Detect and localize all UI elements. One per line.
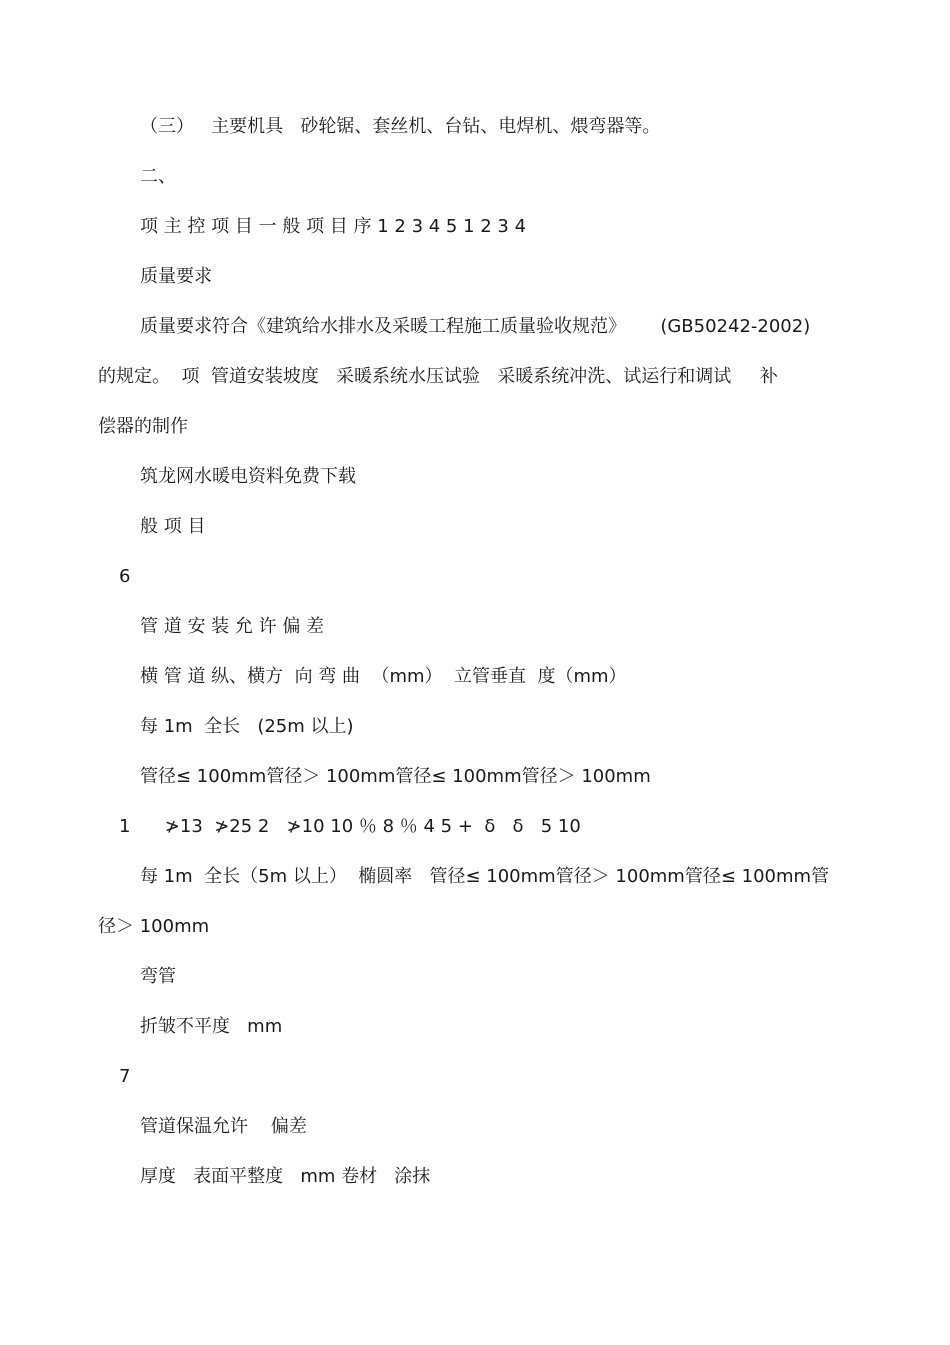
item-number-7: 7	[119, 1066, 131, 1087]
text-line-compensator: 偿器的制作	[98, 416, 188, 437]
text-line-diameter-ranges: 管径≤ 100mm管径＞ 100mm管径≤ 100mm管径＞ 100mm	[140, 766, 651, 787]
text-line-per-meter: 每 1m 全长 (25m 以上)	[140, 716, 354, 737]
text-line-diameter-continued: 径＞ 100mm	[98, 916, 210, 937]
text-line-section-two: 二、	[140, 166, 176, 187]
text-line-quality-heading: 质量要求	[140, 266, 212, 287]
text-line-wrinkle: 折皱不平度 mm	[140, 1016, 283, 1037]
text-line-watermark-note: 筑龙网水暖电资料免费下载	[140, 466, 356, 487]
text-line-ellipticity: 每 1m 全长（5m 以上） 椭圆率 管径≤ 100mm管径＞ 100mm管径≤ 100mm管	[140, 866, 830, 887]
text-line-table-header: 项 主 控 项 目 一 般 项 目 序 1 2 3 4 5 1 2 3 4	[140, 216, 527, 237]
text-line-thickness: 厚度 表面平整度 mm 卷材 涂抹	[140, 1166, 431, 1187]
text-line-pipe-deviation: 管 道 安 装 允 许 偏 差	[140, 616, 325, 637]
text-line-bent-pipe: 弯管	[140, 966, 176, 987]
item-number-6: 6	[119, 566, 131, 587]
text-line-general-items: 般 项 目	[140, 516, 206, 537]
text-line-values: 1 ≯13 ≯25 2 ≯10 10 ％ 8 ％ 4 5 + δ δ 5 10	[119, 816, 581, 837]
text-line-provisions: 的规定。 项 管道安装坡度 采暖系统水压试验 采暖系统冲洗、试运行和调试 补	[98, 366, 778, 387]
text-line-insulation-deviation: 管道保温允许 偏差	[140, 1116, 307, 1137]
text-line-quality-standard: 质量要求符合《建筑给水排水及采暖工程施工质量验收规范》 (GB50242-2002)	[140, 316, 811, 337]
text-line-main-tools: （三） 主要机具 砂轮锯、套丝机、台钻、电焊机、煨弯器等。	[140, 116, 661, 137]
text-line-bending: 横 管 道 纵、横方 向 弯 曲 （mm） 立管垂直 度（mm）	[140, 666, 627, 687]
